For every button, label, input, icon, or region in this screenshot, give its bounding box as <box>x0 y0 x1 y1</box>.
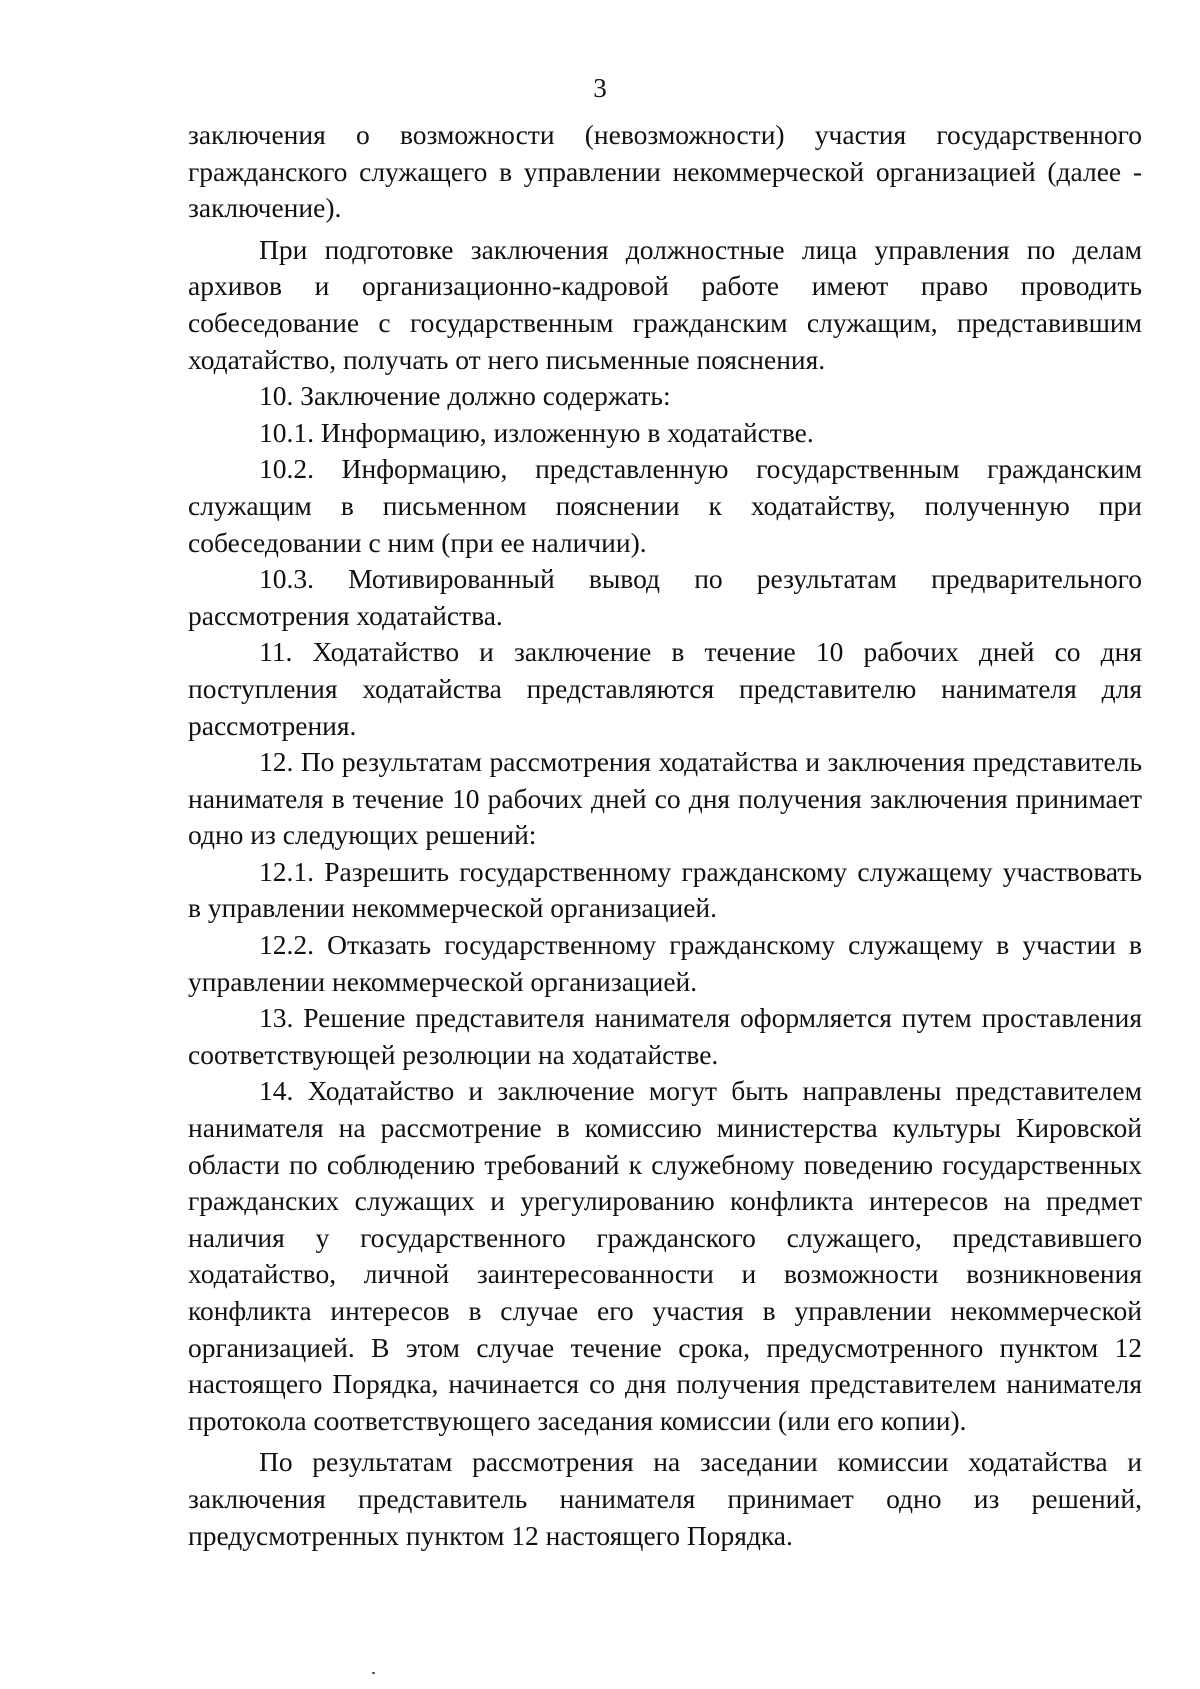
scan-artifact <box>372 1672 375 1674</box>
paragraph-item-12: 12. По результатам рассмотрения ходатайства и заключения представитель нанимателя в течение 10 рабочих дней со дня получения заключения принимает одно из следующих решений: <box>188 746 1142 851</box>
paragraph-item-10: 10. Заключение должно содержать: <box>259 380 671 412</box>
page-number: 3 <box>593 73 607 103</box>
paragraph-item-12-1: 12.1. Разрешить государственному гражданскому служащему участвовать в управлении некоммерческой организацией. <box>188 855 1142 924</box>
paragraph-item-10-1: 10.1. Информацию, изложенную в ходатайстве. <box>259 416 814 448</box>
paragraph-item-13: 13. Решение представителя нанимателя оформляется путем проставления соответствующей резолюции на ходатайстве. <box>188 1002 1142 1070</box>
paragraph-interview-right: При подготовке заключения должностные лица управления по делам архивов и организационно-кадровой работе имеют право проводить собеседование с государственным гражданским служащим, представившим ходатайство, получать от него письменные пояснения. <box>188 233 1142 375</box>
paragraph-item-12-2: 12.2. Отказать государственному гражданскому служащему в участии в управлении некоммерческой организацией. <box>188 929 1142 997</box>
document-body <box>188 117 1142 1554</box>
paragraph-item-14: 14. Ходатайство и заключение могут быть направлены представителем нанимателя на рассмотрение в комиссию министерства культуры Кировской области по соблюдению требований к служебному поведению государственных гражданских служащих и урегулированию конфликта интересов на предмет наличия у государственного гражданского служащего, представившего ходатайство, личной заинтересованности и возможности возникновения конфликта интересов в случае его участия в управлении некоммерческой организацией. В этом случае течение срока, предусмотренного пунктом 12 настоящего Порядка, начинается со дня получения представителем нанимателя протокола соответствующего заседания комиссии (или его копии). <box>188 1075 1142 1436</box>
paragraph-continuation: заключения о возможности (невозможности) участия государственного гражданского служащего в управлении некоммерческой организацией (далее - заключение). <box>188 119 1142 224</box>
paragraph-item-11: 11. Ходатайство и заключение в течение 10 рабочих дней со дня поступления ходатайства представляются представителю нанимателя для рассмотрения. <box>188 636 1142 741</box>
paragraph-commission-result: По результатам рассмотрения на заседании комиссии ходатайства и заключения представитель нанимателя принимает одно из решений, предусмотренных пунктом 12 настоящего Порядка. <box>188 1446 1142 1551</box>
paragraph-item-10-3: 10.3. Мотивированный вывод по результатам предварительного рассмотрения ходатайства. <box>188 563 1142 631</box>
paragraph-item-10-2: 10.2. Информацию, представленную государственным гражданским служащим в письменном пояснении к ходатайству, полученную при собеседовании с ним (при ее наличии). <box>188 453 1142 558</box>
